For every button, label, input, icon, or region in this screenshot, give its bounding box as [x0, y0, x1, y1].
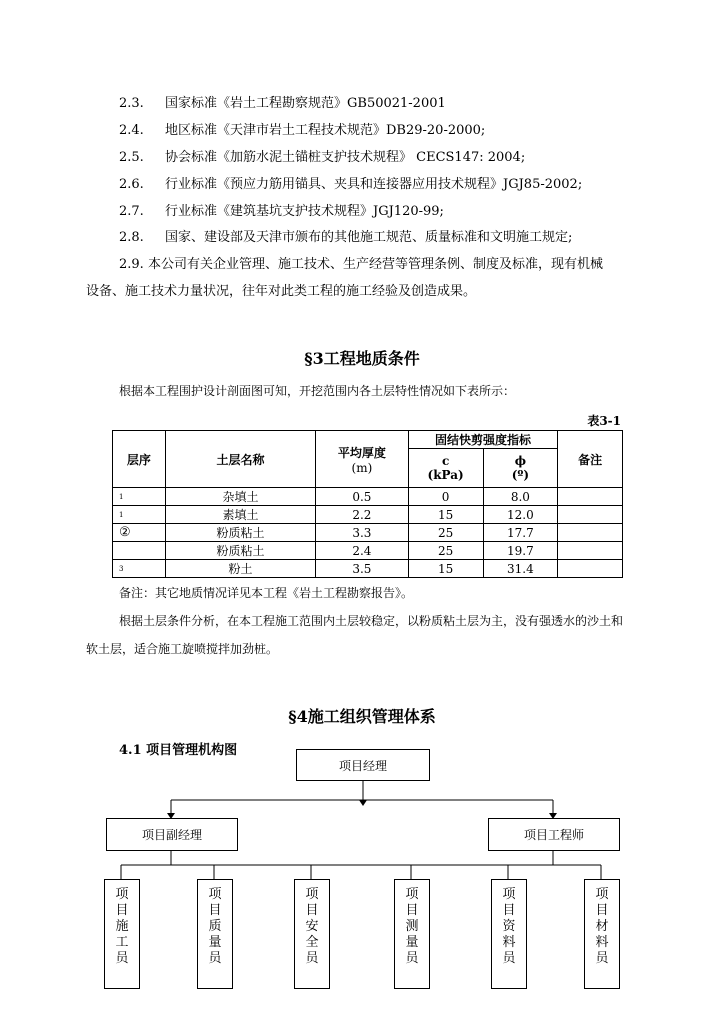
section-4-1-subheading: 4.1 项目管理机构图	[119, 743, 238, 758]
col-name-header: 土层名称	[165, 431, 315, 488]
col-phi-header: ϕ (º)	[483, 449, 558, 488]
standard-item: 2.5. 协会标准《加筋水泥土锚桩支护技术规程》 CECS147: 2004;	[119, 150, 526, 165]
col-strength-header: 固结快剪强度指标	[408, 431, 558, 449]
standard-item: 2.3. 国家标准《岩土工程勘察规范》GB50021-2001	[119, 96, 446, 111]
org-project-engineer: 项目工程师	[488, 818, 620, 851]
analysis-line1: 根据土层条件分析，在本工程施工范围内土层较稳定，以粉质粘土层为主，没有强透水的沙土和	[119, 614, 624, 628]
table-note: 备注：其它地质情况详见本工程《岩土工程勘察报告》。	[119, 586, 414, 600]
org-staff-survey: 项 目 测 量 员	[394, 879, 430, 989]
section-4-heading: §4施工组织管理体系	[288, 707, 436, 726]
org-staff-materials: 项 目 材 料 员	[584, 879, 620, 989]
col-thickness-header: 平均厚度 (m)	[316, 431, 409, 488]
section-3-intro: 根据本工程围护设计剖面图可知，开挖范围内各土层特性情况如下表所示：	[119, 384, 516, 398]
standard-item: 2.6. 行业标准《预应力筋用锚具、夹具和连接器应用技术规程》JGJ85-2002;	[119, 177, 583, 192]
col-c-header: c (kPa)	[408, 449, 483, 488]
table-row: 1 素填土 2.2 15 12.0	[113, 506, 623, 524]
table-row: ② 粉质粘土 3.3 25 17.7	[113, 524, 623, 542]
org-staff-safety: 项 目 安 全 员	[294, 879, 330, 989]
table-row: 粉质粘土 2.4 25 19.7	[113, 542, 623, 560]
org-project-manager: 项目经理	[296, 749, 430, 781]
org-staff-documents: 项 目 资 料 员	[491, 879, 527, 989]
col-note-header: 备注	[558, 431, 623, 488]
table-row: 3 粉土 3.5 15 31.4	[113, 560, 623, 578]
standard-item: 2.8. 国家、建设部及天津市颁布的其他施工规范、质量标准和文明施工规定;	[119, 230, 573, 245]
col-layer-header: 层序	[113, 431, 166, 488]
analysis-line2: 软土层，适合施工旋喷搅拌加劲桩。	[86, 642, 279, 656]
paragraph-2-9-line2: 设备、施工技术力量状况，往年对此类工程的施工经验及创造成果。	[86, 284, 477, 299]
paragraph-2-9-line1: 2.9. 本公司有关企业管理、施工技术、生产经营等管理条例、制度及标准，现有机械	[119, 257, 603, 272]
table-row: 1 杂填土 0.5 0 8.0	[113, 488, 623, 506]
table-label: 表3-1	[587, 414, 621, 428]
org-staff-construction: 项 目 施 工 员	[104, 879, 140, 989]
org-staff-quality: 项 目 质 量 员	[197, 879, 233, 989]
standard-item: 2.7. 行业标准《建筑基坑支护技术规程》JGJ120-99;	[119, 204, 444, 219]
section-3-heading: §3工程地质条件	[304, 349, 420, 368]
org-deputy-manager: 项目副经理	[106, 818, 238, 851]
standard-item: 2.4. 地区标准《天津市岩土工程技术规范》DB29-20-2000;	[119, 123, 486, 138]
